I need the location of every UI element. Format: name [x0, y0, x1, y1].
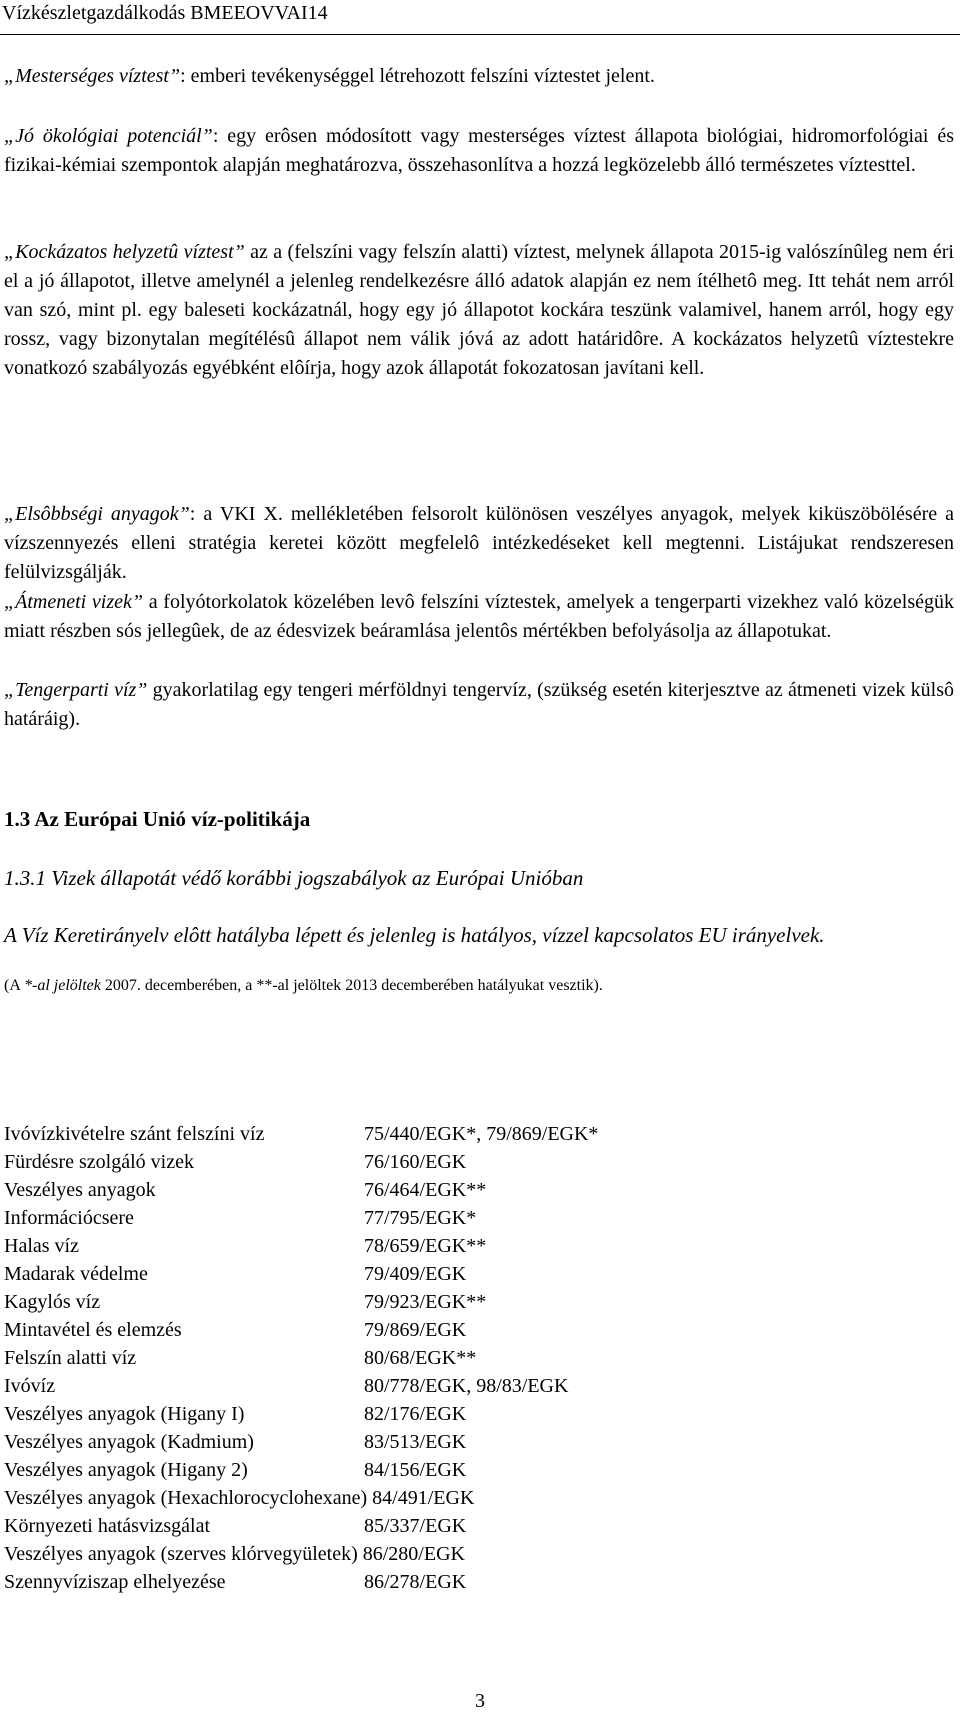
- definition-jo-okologiai-potencial: [4, 122, 954, 180]
- definition-term: „Tengerparti víz”: [4, 679, 148, 701]
- directive-code: 76/464/EGK**: [364, 1179, 487, 1201]
- directive-name: Információcsere: [4, 1207, 134, 1229]
- directive-name: Veszélyes anyagok (Hexachlorocyclohexane): [4, 1487, 368, 1509]
- definition-text: gyakorlatilag egy tengeri mérföldnyi tengervíz, (szükség esetén kiterjesztve az átmeneti vizek külsô határáig).: [4, 679, 954, 730]
- directive-name: Halas víz: [4, 1235, 79, 1257]
- directive-name: Veszélyes anyagok: [4, 1179, 156, 1201]
- definition-atmeneti-vizek: [4, 588, 954, 646]
- definition-term: „Kockázatos helyzetû víztest”: [4, 241, 245, 263]
- directive-code: 77/795/EGK*: [364, 1207, 477, 1229]
- directive-row: [4, 1316, 954, 1344]
- subsection-heading: 1.3.1 Vizek állapotát védő korábbi jogszabályok az Európai Unióban: [4, 866, 584, 890]
- definition-elsobbsegi-anyagok: [4, 500, 954, 587]
- directive-name: Madarak védelme: [4, 1263, 148, 1285]
- definition-text: : egy erôsen módosított vagy mesterséges víztest állapota biológiai, hidromorfológiai és fizikai-kémiai szempontok alapján meghatározva, összehasonlítva a hozzá legközelebb álló természetes víztesttel.: [4, 125, 954, 176]
- directive-row: [4, 1204, 954, 1232]
- directive-row: [4, 1540, 954, 1568]
- definition-text: : a VKI X. mellékletében felsorolt különösen veszélyes anyagok, melyek kiküszöbölésére a vízszennyezés elleni stratégia keretei között megfelelô intézkedéseket kell megtenni. Listájukat rendszeresen felülvizsgálják.: [4, 503, 954, 583]
- directive-name: Veszélyes anyagok (Higany 2): [4, 1459, 248, 1481]
- directive-name: Fürdésre szolgáló vizek: [4, 1151, 194, 1173]
- note-star1: *-al jelöltek: [24, 977, 101, 994]
- directive-code: 85/337/EGK: [364, 1515, 467, 1537]
- directive-row: [4, 1120, 954, 1148]
- directive-code: 80/68/EGK**: [364, 1347, 477, 1369]
- directive-list: [4, 1120, 954, 1596]
- header-title: Vízkészletgazdálkodás BMEEOVVAI14: [2, 2, 328, 24]
- definition-text: : emberi tevékenységgel létrehozott felszíni víztestet jelent.: [180, 65, 655, 87]
- directive-code: 83/513/EGK: [364, 1431, 467, 1453]
- directive-row: [4, 1344, 954, 1372]
- directive-name: Kagylós víz: [4, 1291, 101, 1313]
- directive-row: [4, 1512, 954, 1540]
- directive-code: 80/778/EGK, 98/83/EGK: [364, 1375, 569, 1397]
- directive-code: 84/156/EGK: [364, 1459, 467, 1481]
- directive-row: [4, 1400, 954, 1428]
- directive-name: Ivóvízkivételre szánt felszíni víz: [4, 1123, 265, 1145]
- directive-name: Veszélyes anyagok (Higany I): [4, 1403, 245, 1425]
- directive-name: Veszélyes anyagok (szerves klórvegyületek): [4, 1543, 358, 1565]
- definition-term: „Jó ökológiai potenciál”: [4, 125, 213, 147]
- directive-code: 84/491/EGK: [372, 1487, 475, 1509]
- directive-row: [4, 1484, 954, 1512]
- definition-mesterseges-viztest: [4, 62, 954, 91]
- directive-row: [4, 1568, 954, 1596]
- directive-name: Környezeti hatásvizsgálat: [4, 1515, 211, 1537]
- definition-text: az a (felszíni vagy felszín alatti) víztest, melynek állapota 2015-ig valószínûleg nem éri el a jó állapotot, illetve amelynél a jelenleg rendelkezésre álló adatok alapján ez nem ítélhetô meg. Itt tehát nem arról van szó, mint pl. egy baleseti kockázatnál, hogy egy jó állapotot kockára teszünk valamivel, hanem arról, hogy egy rossz, vagy bizonytalan megítélésû állapot nem válik jóvá az adott határidôre. A kockázatos helyzetû víztestekre vonatkozó szabályozás egyébként elôírja, hogy azok állapotát fokozatosan javítani kell.: [4, 241, 954, 379]
- directive-name: Szennyvíziszap elhelyezése: [4, 1571, 226, 1593]
- directive-row: [4, 1148, 954, 1176]
- directive-code: 79/869/EGK: [364, 1319, 467, 1341]
- directive-name: Mintavétel és elemzés: [4, 1319, 182, 1341]
- definition-term: „Átmeneti vizek”: [4, 591, 144, 613]
- directive-row: [4, 1428, 954, 1456]
- directive-row: [4, 1288, 954, 1316]
- directive-name: Felszín alatti víz: [4, 1347, 137, 1369]
- page-header: [0, 0, 960, 35]
- directive-row: [4, 1176, 954, 1204]
- definition-term: „Mesterséges víztest”: [4, 65, 181, 87]
- directive-code: 78/659/EGK**: [364, 1235, 487, 1257]
- note-open: (A: [4, 977, 24, 994]
- directive-code: 76/160/EGK: [364, 1151, 467, 1173]
- definition-term: „Elsôbbségi anyagok”: [4, 503, 190, 525]
- intro-heading: A Víz Keretirányelv elôtt hatályba lépett és jelenleg is hatályos, vízzel kapcsolatos EU irányelvek.: [4, 923, 825, 947]
- section-heading: 1.3 Az Európai Unió víz-politikája: [4, 807, 311, 831]
- directive-code: 79/923/EGK**: [364, 1291, 487, 1313]
- directive-code: 86/280/EGK: [362, 1543, 465, 1565]
- definition-text: a folyótorkolatok közelében levô felszíni víztestek, amelyek a tengerparti vizekhez való közelségük miatt részben sós jellegûek, de az édesvizek beáramlása jelentôs mértékben befolyásolja az állapotukat.: [4, 591, 954, 642]
- directive-row: [4, 1260, 954, 1288]
- directive-name: Ivóvíz: [4, 1375, 56, 1397]
- page-number: 3: [475, 1690, 485, 1712]
- directive-row: [4, 1372, 954, 1400]
- directive-name: Veszélyes anyagok (Kadmium): [4, 1431, 254, 1453]
- directive-code: 82/176/EGK: [364, 1403, 467, 1425]
- directive-code: 75/440/EGK*, 79/869/EGK*: [364, 1123, 599, 1145]
- directive-row: [4, 1456, 954, 1484]
- directive-code: 79/409/EGK: [364, 1263, 467, 1285]
- expiry-note: [4, 975, 603, 997]
- directive-row: [4, 1232, 954, 1260]
- note-rest: 2007. decemberében, a **-al jelöltek 2013 decemberében hatályukat vesztik).: [100, 977, 603, 994]
- definition-kockazatos-viztest: [4, 238, 954, 383]
- directive-code: 86/278/EGK: [364, 1571, 467, 1593]
- definition-tengerparti-viz: [4, 676, 954, 734]
